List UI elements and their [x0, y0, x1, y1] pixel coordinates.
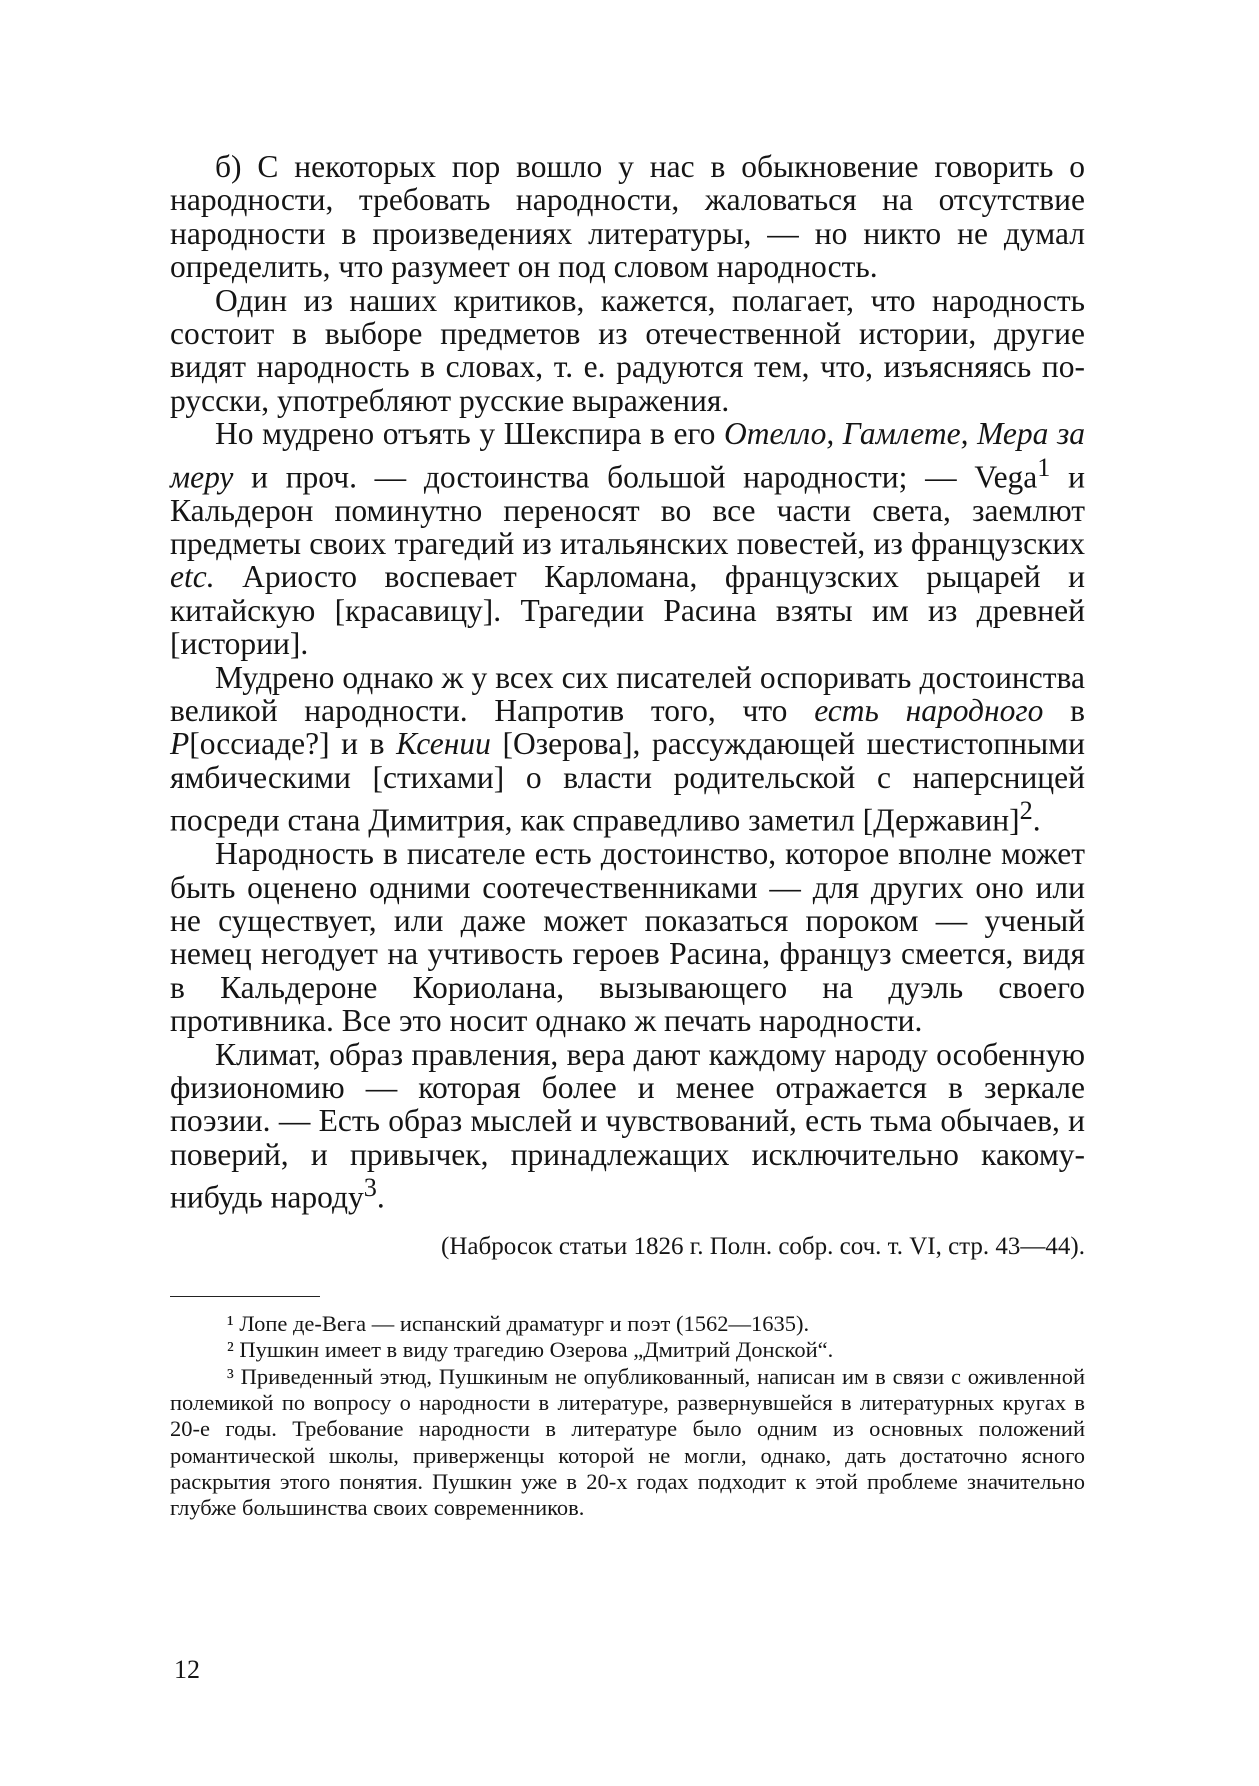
footnote-3: ³ Приведенный этюд, Пушкиным не опубликованный, написан им в связи с оживленной полемикой по вопросу о народности в литературе, развернувшейся в литературных кругах в 20-е годы. Требование народности в литературе было одним из основных положений романтической школы, приверженцы которой не могли, однако, дать достаточно ясного раскрытия этого понятия. Пушкин уже в 20-х годах подходит к этой проблеме значительно глубже большинства своих современников. — [170, 1363, 1085, 1521]
italic-est-narodnogo: есть народного — [814, 693, 1044, 728]
italic-r: Р — [170, 726, 190, 762]
paragraph-4-text-c: в — [1043, 693, 1086, 728]
italic-etc: etc. — [170, 559, 215, 595]
paragraph-4 — [170, 661, 1085, 838]
paragraph-6 — [170, 1038, 1085, 1215]
footnote-1: ¹ Лопе де-Вега — испанский драматург и поэт (1562—1635). — [227, 1311, 810, 1337]
paragraph-4-text-a: Мудрено однако ж у всех сих писателей оспоривать достоинства великой народности. Напротив того, что — [170, 659, 1085, 728]
page-content — [170, 150, 1085, 1521]
paragraph-2: Один из наших критиков, кажется, полагает, что народность состоит в выборе предметов из отечественной истории, другие видят народность в словах, т. е. радуются тем, что, изъясняясь по-русски, употребляют русские выражения. — [170, 282, 1085, 418]
paragraph-5: Народность в писателе есть достоинство, которое вполне может быть оценено одними соотечественниками — для других оно или не существует, или даже может показаться пороком — ученый немец негодует на учтивость героев Расина, француз смеется, видя в Кальдероне Кориолана, вызывающего на дуэль своего противника. Все это носит однако ж печать народности. — [170, 836, 1085, 1039]
footnotes — [170, 1311, 1085, 1521]
italic-ksenii: Ксении — [396, 726, 491, 762]
paragraph-3-text-c: и проч. — достоинства большой народности; — Vega — [233, 459, 1038, 495]
paragraph-3 — [170, 417, 1085, 660]
source-citation: (Набросок статьи 1826 г. Полн. собр. соч. т. VI, стр. 43—44). — [441, 1233, 1085, 1261]
page-number: 12 — [174, 1655, 200, 1684]
paragraph-4-text-e: [оссиаде?] и в — [189, 726, 397, 762]
paragraph-6-text-c: . — [376, 1179, 385, 1215]
paragraph-1: б) С некоторых пор вошло у нас в обыкновение говорить о народности, требовать народности, жаловаться на отсутствие народности в произведениях литературы, — но никто не думал определить, что разумеет он под словом народность. — [170, 149, 1085, 285]
paragraph-3-text-a: Но мудрено отъять у Шекспира в его — [215, 416, 725, 452]
footnote-marker-2: 2 — [1019, 796, 1033, 826]
italic-play-titles: Отелло, Гамлете, Мера за меру — [170, 416, 1085, 495]
paragraph-3-text-g: Ариосто воспевает Карломана, французских рыцарей и китайскую [красавицу]. Трагедии Расина взяты им из древней [истории]. — [170, 559, 1085, 662]
footnote-marker-1: 1 — [1037, 452, 1051, 482]
footnote-divider — [170, 1296, 320, 1297]
footnote-2: ² Пушкин имеет в виду трагедию Озерова „Дмитрий Донской“. — [227, 1337, 834, 1363]
paragraph-4-text-i: . — [1032, 802, 1041, 838]
footnote-marker-3: 3 — [363, 1173, 377, 1203]
article-body — [170, 150, 1085, 1214]
paragraph-6-text-a: Климат, образ правления, вера дают каждому народу особенную физиономию — которая более и менее отражается в зеркале поэзии. — Есть образ мыслей и чувствований, есть тьма обычаев, и поверий, и привычек, принадлежащих исключительно какому-нибудь народу — [170, 1036, 1085, 1215]
paragraph-4-text-g: [Озерова], рассуждающей шестистопными ямбическими [стихами] о власти родительской с наперсницей посреди стана Димитрия, как справедливо заметил [Державин] — [170, 726, 1085, 838]
paragraph-3-text-e: и Кальдерон поминутно переносят во все части света, заемлют предметы своих трагедий из итальянских повестей, из французских — [170, 459, 1085, 561]
